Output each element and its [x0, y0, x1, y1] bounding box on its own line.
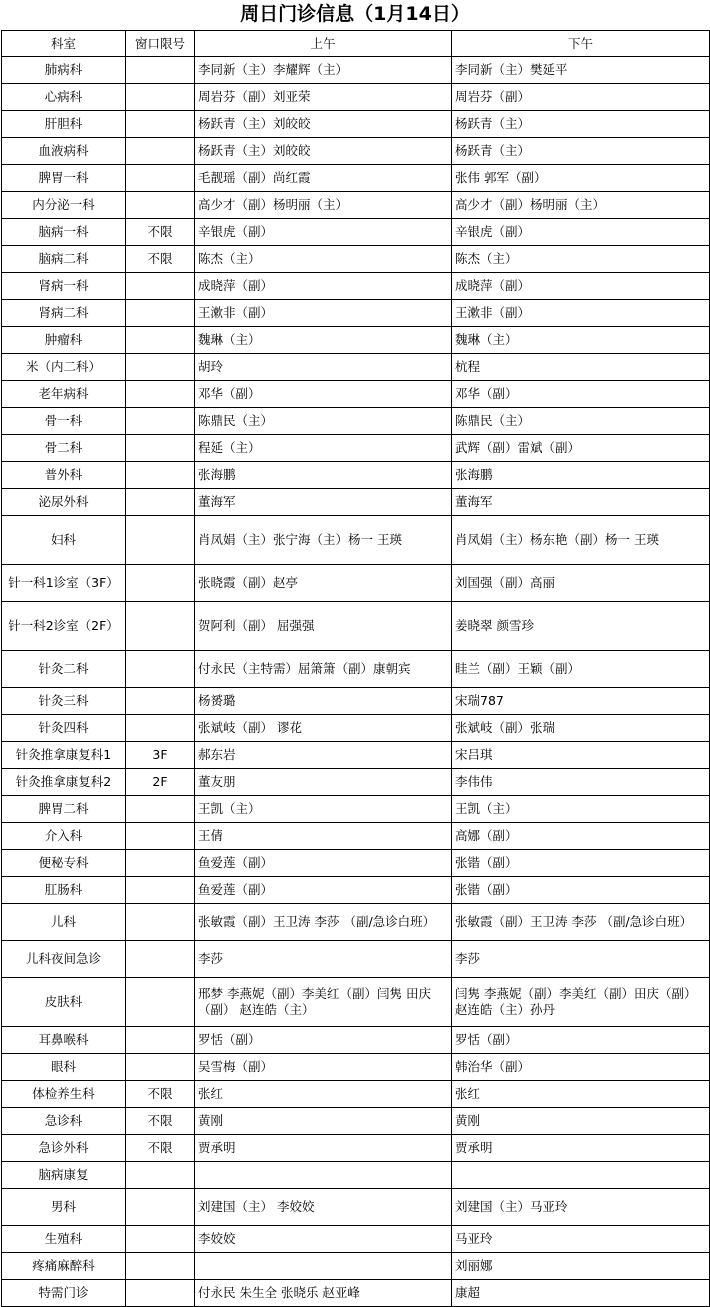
table-row: [2, 978, 710, 1027]
table-row: [2, 1253, 710, 1280]
limit-cell: [126, 354, 195, 381]
am-cell: 李姣姣: [195, 1226, 452, 1253]
dept-cell: 骨二科: [2, 435, 126, 462]
pm-cell: 辛银虎（副）: [452, 219, 710, 246]
pm-cell: 肖凤娟（主）杨东艳（副）杨一 王瑛: [452, 516, 710, 565]
limit-cell: [126, 273, 195, 300]
pm-cell: 张伟 郭军（副）: [452, 165, 710, 192]
limit-cell: [126, 688, 195, 715]
dept-cell: 肺病科: [2, 57, 126, 84]
dept-cell: 脾胃一科: [2, 165, 126, 192]
pm-cell: 张敏霞（副）王卫涛 李莎 （副/急诊白班）: [452, 904, 710, 941]
dept-cell: 肾病一科: [2, 273, 126, 300]
limit-cell: [126, 84, 195, 111]
table-row: [2, 715, 710, 742]
table-row: [2, 516, 710, 565]
limit-cell: 不限: [126, 246, 195, 273]
table-row: [2, 941, 710, 978]
am-cell: 高少才（副）杨明丽（主）: [195, 192, 452, 219]
limit-cell: [126, 978, 195, 1027]
pm-cell: 董海军: [452, 489, 710, 516]
dept-cell: 急诊科: [2, 1108, 126, 1135]
am-cell: 王凯（主）: [195, 796, 452, 823]
dept-cell: 针灸四科: [2, 715, 126, 742]
dept-cell: 急诊外科: [2, 1135, 126, 1162]
am-cell: 胡玲: [195, 354, 452, 381]
table-row: [2, 1280, 710, 1307]
dept-cell: 肾病二科: [2, 300, 126, 327]
schedule-body: [2, 57, 710, 1307]
am-cell: 李同新（主）李耀辉（主）: [195, 57, 452, 84]
am-cell: 张晓霞（副）赵亭: [195, 565, 452, 602]
pm-cell: 武辉（副）雷斌（副）: [452, 435, 710, 462]
limit-cell: [126, 850, 195, 877]
pm-cell: 李莎: [452, 941, 710, 978]
table-row: [2, 489, 710, 516]
pm-cell: 张锴（副）: [452, 850, 710, 877]
pm-cell: 成晓萍（副）: [452, 273, 710, 300]
pm-cell: 张锴（副）: [452, 877, 710, 904]
dept-cell: 米（内二科）: [2, 354, 126, 381]
table-row: [2, 850, 710, 877]
am-cell: [195, 1162, 452, 1189]
am-cell: 鱼爱莲（副）: [195, 850, 452, 877]
am-cell: 张红: [195, 1081, 452, 1108]
pm-cell: 王凯（主）: [452, 796, 710, 823]
limit-cell: [126, 327, 195, 354]
limit-cell: 不限: [126, 1081, 195, 1108]
table-row: [2, 165, 710, 192]
pm-cell: 李同新（主）樊延平: [452, 57, 710, 84]
limit-cell: [126, 877, 195, 904]
pm-cell: 张海鹏: [452, 462, 710, 489]
am-cell: 陈鼎民（主）: [195, 408, 452, 435]
am-cell: 王漱非（副）: [195, 300, 452, 327]
table-row: [2, 742, 710, 769]
am-cell: 贺阿利（副） 屈强强: [195, 602, 452, 651]
table-row: [2, 354, 710, 381]
table-row: [2, 408, 710, 435]
pm-cell: 韩治华（副）: [452, 1054, 710, 1081]
am-cell: 付永民 朱生全 张晓乐 赵亚峰: [195, 1280, 452, 1307]
dept-cell: 血液病科: [2, 138, 126, 165]
table-row: [2, 823, 710, 850]
header-pm: 下午: [452, 31, 710, 57]
am-cell: 刘建国（主） 李姣姣: [195, 1189, 452, 1226]
limit-cell: [126, 111, 195, 138]
dept-cell: 特需门诊: [2, 1280, 126, 1307]
dept-cell: 生殖科: [2, 1226, 126, 1253]
am-cell: 魏琳（主）: [195, 327, 452, 354]
dept-cell: 针灸推拿康复科1: [2, 742, 126, 769]
limit-cell: [126, 565, 195, 602]
pm-cell: 高娜（副）: [452, 823, 710, 850]
pm-cell: 罗恬（副）: [452, 1027, 710, 1054]
table-row: [2, 57, 710, 84]
limit-cell: 不限: [126, 219, 195, 246]
am-cell: 吴雪梅（副）: [195, 1054, 452, 1081]
limit-cell: [126, 1027, 195, 1054]
table-row: [2, 300, 710, 327]
am-cell: 杨跃青（主）刘皎皎: [195, 138, 452, 165]
pm-cell: 王漱非（副）: [452, 300, 710, 327]
am-cell: 王倩: [195, 823, 452, 850]
table-row: [2, 246, 710, 273]
table-row: [2, 462, 710, 489]
limit-cell: [126, 381, 195, 408]
table-row: [2, 1226, 710, 1253]
dept-cell: 心病科: [2, 84, 126, 111]
limit-cell: [126, 192, 195, 219]
table-row: [2, 769, 710, 796]
table-row: [2, 1108, 710, 1135]
pm-cell: 宋吕琪: [452, 742, 710, 769]
pm-cell: 魏琳（主）: [452, 327, 710, 354]
limit-cell: [126, 408, 195, 435]
table-row: [2, 1189, 710, 1226]
limit-cell: [126, 823, 195, 850]
table-row: [2, 327, 710, 354]
dept-cell: 针灸二科: [2, 651, 126, 688]
dept-cell: 肝胆科: [2, 111, 126, 138]
pm-cell: 邓华（副）: [452, 381, 710, 408]
am-cell: 成晓萍（副）: [195, 273, 452, 300]
pm-cell: 闫隽 李燕妮（副）李美红（副）田庆（副）赵连皓（主）孙丹: [452, 978, 710, 1027]
table-row: [2, 192, 710, 219]
limit-cell: [126, 1054, 195, 1081]
table-row: [2, 1054, 710, 1081]
limit-cell: [126, 57, 195, 84]
limit-cell: 3F: [126, 742, 195, 769]
dept-cell: 老年病科: [2, 381, 126, 408]
limit-cell: 不限: [126, 1135, 195, 1162]
dept-cell: 脑病一科: [2, 219, 126, 246]
table-row: [2, 602, 710, 651]
dept-cell: 儿科: [2, 904, 126, 941]
am-cell: 张海鹏: [195, 462, 452, 489]
pm-cell: 高少才（副）杨明丽（主）: [452, 192, 710, 219]
table-row: [2, 688, 710, 715]
dept-cell: 眼科: [2, 1054, 126, 1081]
header-dept: 科室: [2, 31, 126, 57]
dept-cell: 脑病康复: [2, 1162, 126, 1189]
dept-cell: 男科: [2, 1189, 126, 1226]
limit-cell: [126, 489, 195, 516]
pm-cell: 陈鼎民（主）: [452, 408, 710, 435]
dept-cell: 介入科: [2, 823, 126, 850]
dept-cell: 骨一科: [2, 408, 126, 435]
table-row: [2, 1027, 710, 1054]
pm-cell: 贾承明: [452, 1135, 710, 1162]
am-cell: 鱼爱莲（副）: [195, 877, 452, 904]
dept-cell: 脑病二科: [2, 246, 126, 273]
limit-cell: [126, 796, 195, 823]
limit-cell: 不限: [126, 1108, 195, 1135]
limit-cell: [126, 602, 195, 651]
pm-cell: 眭兰（副）王颖（副）: [452, 651, 710, 688]
pm-cell: 姜晓翠 颜雪珍: [452, 602, 710, 651]
table-row: [2, 904, 710, 941]
am-cell: 付永民（主特需）屈箫箫（副）康朝宾: [195, 651, 452, 688]
schedule-table: [1, 30, 710, 1307]
limit-cell: [126, 516, 195, 565]
table-row: [2, 381, 710, 408]
pm-cell: 张斌岐（副）张瑞: [452, 715, 710, 742]
am-cell: [195, 1253, 452, 1280]
dept-cell: 疼痛麻醉科: [2, 1253, 126, 1280]
am-cell: 毛靓瑶（副）尚红霞: [195, 165, 452, 192]
dept-cell: 普外科: [2, 462, 126, 489]
am-cell: 辛银虎（副）: [195, 219, 452, 246]
am-cell: 董友朋: [195, 769, 452, 796]
limit-cell: [126, 1253, 195, 1280]
header-limit: 窗口限号: [126, 31, 195, 57]
pm-cell: 马亚玲: [452, 1226, 710, 1253]
am-cell: 董海军: [195, 489, 452, 516]
dept-cell: 脾胃二科: [2, 796, 126, 823]
table-row: [2, 111, 710, 138]
am-cell: 邢梦 李燕妮（副）李美红（副）闫隽 田庆（副） 赵连皓（主）: [195, 978, 452, 1027]
table-row: [2, 1081, 710, 1108]
dept-cell: 皮肤科: [2, 978, 126, 1027]
pm-cell: 黄刚: [452, 1108, 710, 1135]
table-row: [2, 1162, 710, 1189]
limit-cell: [126, 1226, 195, 1253]
table-row: [2, 565, 710, 602]
pm-cell: 宋瑞787: [452, 688, 710, 715]
limit-cell: [126, 904, 195, 941]
limit-cell: [126, 651, 195, 688]
am-cell: 杨赟璐: [195, 688, 452, 715]
table-row: [2, 219, 710, 246]
pm-cell: 康超: [452, 1280, 710, 1307]
am-cell: 邓华（副）: [195, 381, 452, 408]
pm-cell: 周岩芬（副）: [452, 84, 710, 111]
am-cell: 张敏霞（副）王卫涛 李莎 （副/急诊白班）: [195, 904, 452, 941]
pm-cell: 刘建国（主）马亚玲: [452, 1189, 710, 1226]
am-cell: 张斌岐（副） 谬花: [195, 715, 452, 742]
pm-cell: 李伟伟: [452, 769, 710, 796]
am-cell: 周岩芬（副）刘亚荣: [195, 84, 452, 111]
dept-cell: 耳鼻喉科: [2, 1027, 126, 1054]
am-cell: 李莎: [195, 941, 452, 978]
dept-cell: 内分泌一科: [2, 192, 126, 219]
dept-cell: 便秘专科: [2, 850, 126, 877]
limit-cell: [126, 1189, 195, 1226]
table-row: [2, 1135, 710, 1162]
dept-cell: 针一科2诊室（2F）: [2, 602, 126, 651]
table-row: [2, 138, 710, 165]
pm-cell: 杭程: [452, 354, 710, 381]
pm-cell: 陈杰（主）: [452, 246, 710, 273]
pm-cell: 杨跃青（主）: [452, 111, 710, 138]
dept-cell: 儿科夜间急诊: [2, 941, 126, 978]
dept-cell: 妇科: [2, 516, 126, 565]
table-row: [2, 84, 710, 111]
table-row: [2, 796, 710, 823]
dept-cell: 针灸三科: [2, 688, 126, 715]
limit-cell: [126, 165, 195, 192]
pm-cell: 刘国强（副）高丽: [452, 565, 710, 602]
dept-cell: 针一科1诊室（3F）: [2, 565, 126, 602]
am-cell: 黄刚: [195, 1108, 452, 1135]
am-cell: 罗恬（副）: [195, 1027, 452, 1054]
am-cell: 程延（主）: [195, 435, 452, 462]
am-cell: 肖凤娟（主）张宁海（主）杨一 王瑛: [195, 516, 452, 565]
limit-cell: [126, 1162, 195, 1189]
dept-cell: 肛肠科: [2, 877, 126, 904]
limit-cell: [126, 941, 195, 978]
am-cell: 郝东岩: [195, 742, 452, 769]
header-row: [2, 31, 710, 57]
pm-cell: 刘丽娜: [452, 1253, 710, 1280]
header-am: 上午: [195, 31, 452, 57]
table-row: [2, 435, 710, 462]
pm-cell: [452, 1162, 710, 1189]
limit-cell: [126, 300, 195, 327]
am-cell: 杨跃青（主）刘皎皎: [195, 111, 452, 138]
dept-cell: 肿瘤科: [2, 327, 126, 354]
dept-cell: 泌尿外科: [2, 489, 126, 516]
table-row: [2, 877, 710, 904]
pm-cell: 张红: [452, 1081, 710, 1108]
page-title: 周日门诊信息（1月14日）: [240, 3, 470, 25]
dept-cell: 针灸推拿康复科2: [2, 769, 126, 796]
limit-cell: [126, 435, 195, 462]
limit-cell: [126, 715, 195, 742]
dept-cell: 体检养生科: [2, 1081, 126, 1108]
am-cell: 贾承明: [195, 1135, 452, 1162]
am-cell: 陈杰（主）: [195, 246, 452, 273]
table-row: [2, 273, 710, 300]
table-row: [2, 651, 710, 688]
limit-cell: 2F: [126, 769, 195, 796]
limit-cell: [126, 1280, 195, 1307]
pm-cell: 杨跃青（主）: [452, 138, 710, 165]
limit-cell: [126, 138, 195, 165]
limit-cell: [126, 462, 195, 489]
